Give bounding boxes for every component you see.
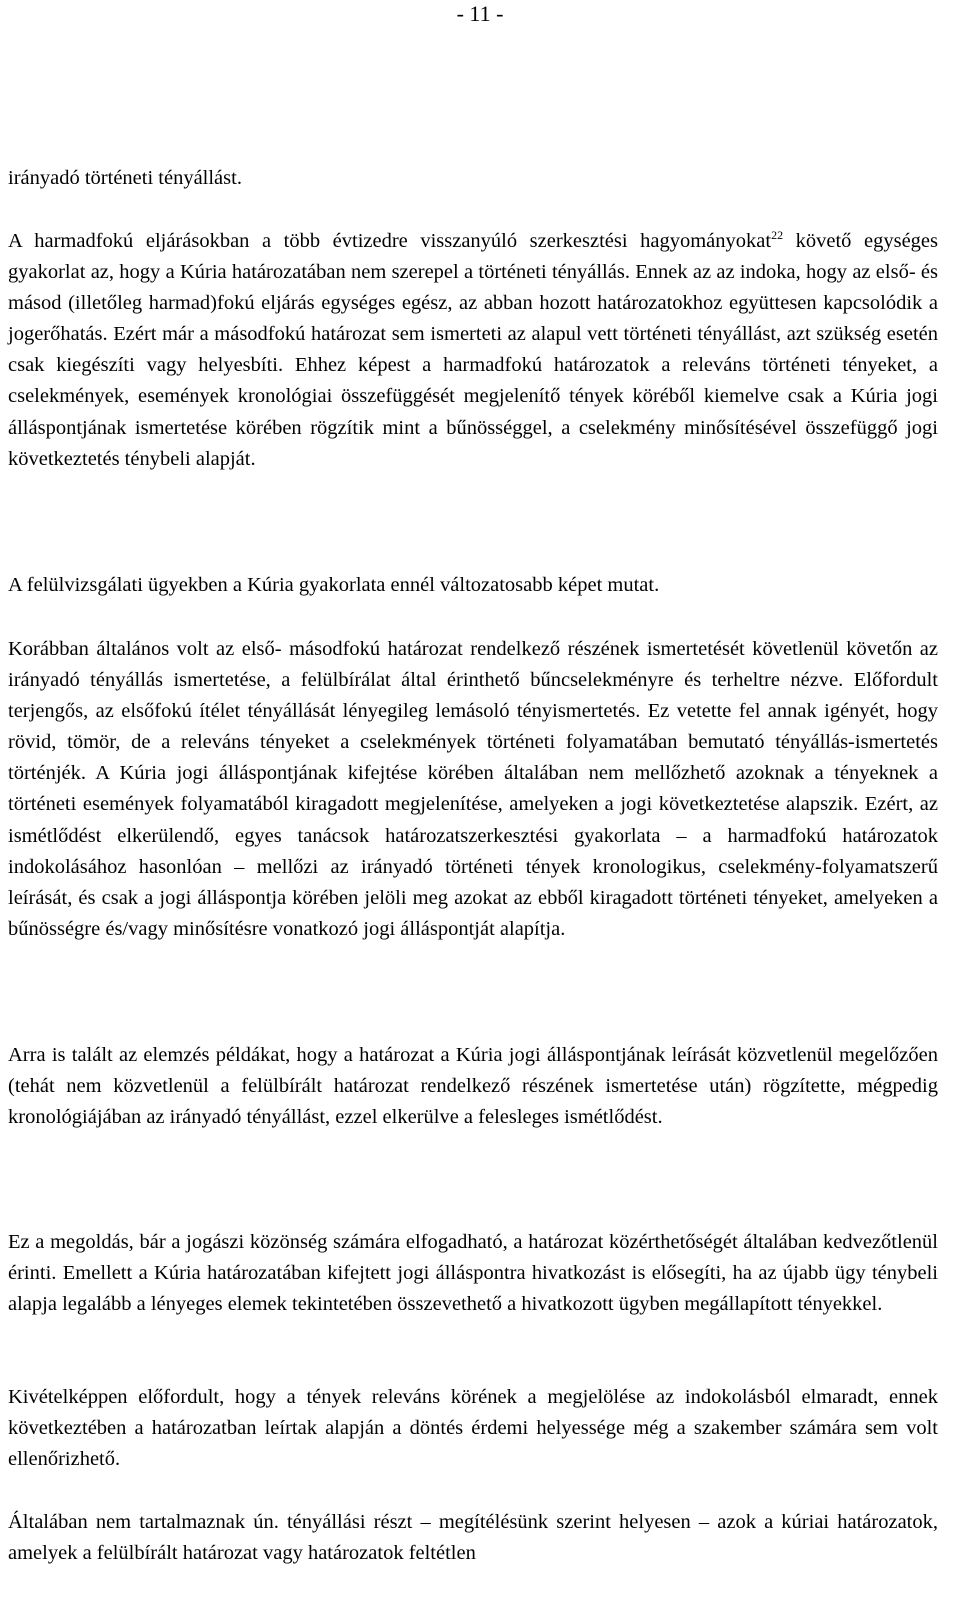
paragraph-kivetelkeppen: Kivételképpen előfordult, hogy a tények releváns körének a megjelölése az indokolásból elmaradt, ennek következtében a határozatban leírtak alapján a döntés érdemi helyessége még a szakember számára sem volt ellenőrizhető. <box>8 1386 938 1471</box>
paragraph-continuation: irányadó történeti tényállást. <box>8 167 242 189</box>
paragraph-text: A harmadfokú eljárásokban a több évtizedre visszanyúló szerkesztési hagyományokat <box>8 230 772 252</box>
paragraph-korabban: Korábban általános volt az első- másodfokú határozat rendelkező részének ismertetését követlenül követőn az irányadó tényállás ismertetése, a felülbírálat által érinthető bűncselekményre és terheltre nézve. Előfordult terjengős, az elsőfokú ítélet tényállását lényegileg lemásoló tényismertetés. Ez vetette fel annak igényét, hogy rövid, tömör, de a releváns tényeket a cselekmények történeti folyamatában bemutató tényállás-ismertetés történjék. A Kúria jogi álláspontjának kifejtése körében általában nem mellőzhető azoknak a tényeknek a történeti események folyamatából kiragadott megjelenítése, amelyeken a jogi következtetése alapszik. Ezért, az ismétlődést elkerülendő, egyes tanácsok határozatszerkesztési gyakorlata – a harmadfokú határozatok indokolásához hasonlóan – mellőzi az irányadó történeti tények kronologikus, cselekmény-folyamatszerű leírását, és csak a jogi álláspontja körében jelöli meg azokat az ebből kiragadott történeti tényeket, amelyeken a bűnösségre és/vagy minősítésre vonatkozó jogi álláspontját alapítja. <box>8 638 938 940</box>
page-number: - 11 - <box>456 1 504 26</box>
paragraph-text: követő egységes gyakorlat az, hogy a Kúria határozatában nem szerepel a történeti tényállás. Ennek az az indoka, hogy az első- és másod (illetőleg harmad)fokú eljárás egységes egész, az abban hozott határozatokhoz együttesen kapcsolódik a jogerőhatás. Ezért már a másodfokú határozat sem ismerteti az alapul vett történeti tényállást, azt szükség esetén csak kiegészíti vagy helyesbíti. Ehhez képest a harmadfokú határozatok a releváns történeti tényeket, a cselekmények, események kronológiai összefüggését megjelenítő tények köréből kiemelve csak a Kúria jogi álláspontjának ismertetése körében rögzítik mint a bűnösséggel, a cselekmény minősítésével összefüggő jogi következtetés ténybeli alapját. <box>8 230 938 470</box>
paragraph-felulvizsgalati: A felülvizsgálati ügyekben a Kúria gyakorlata ennél változatosabb képet mutat. <box>8 574 660 596</box>
footnote-reference[interactable]: 22 <box>771 228 784 242</box>
paragraph-arra-is: Arra is talált az elemzés példákat, hogy a határozat a Kúria jogi álláspontjának leírását közvetlenül megelőzően (tehát nem közvetlenül a felülbírált határozat rendelkező részének ismertetése után) rögzítette, mégpedig kronológiájában az irányadó tényállást, ezzel elkerülve a felesleges ismétlődést. <box>8 1044 938 1129</box>
paragraph-harmadfoku <box>8 226 938 475</box>
paragraph-altalaban: Általában nem tartalmaznak ún. tényállási részt – megítélésünk szerint helyesen – azok a kúriai határozatok, amelyek a felülbírált határozat vagy határozatok feltétlen <box>8 1511 938 1565</box>
paragraph-ez-a-megoldas: Ez a megoldás, bár a jogászi közönség számára elfogadható, a határozat közérthetőségét általában kedvezőtlenül érinti. Emellett a Kúria határozatában kifejtett jogi álláspontra hivatkozást is elősegíti, ha az újabb ügy ténybeli alapja legalább a lényeges elemek tekintetében összevethető a hivatkozott ügyben megállapított tényekkel. <box>8 1231 938 1316</box>
